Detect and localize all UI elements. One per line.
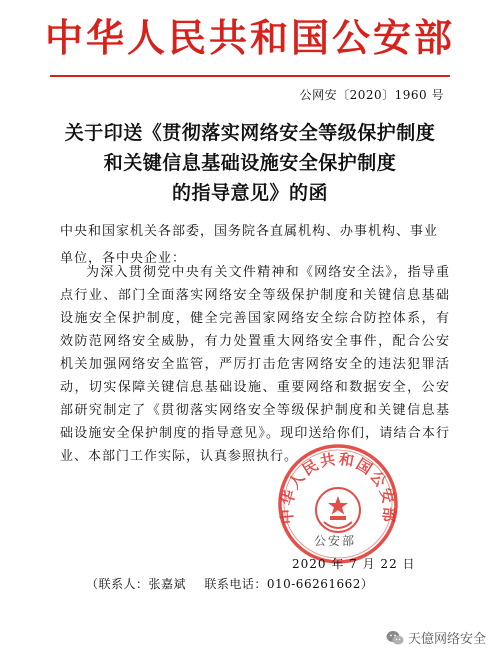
contact-info [86, 575, 373, 593]
contact-phone: 联系电话：010-66261662） [204, 577, 374, 591]
contact-person: （联系人：张嘉斌 [86, 577, 187, 591]
watermark-text: 天億网络安全 [407, 632, 486, 647]
document-title [30, 118, 470, 208]
salutation: 中央和国家机关各部委，国务院各直属机构、办事机构、事业单位，各中央企业： [60, 224, 439, 266]
title-line-2: 和关键信息基础设施安全保护制度 [103, 152, 397, 174]
organization-header: 中华人民共和国公安部 [44, 15, 455, 60]
seal-text: 中华人民共和国公安部 [277, 449, 399, 525]
wechat-icon [386, 630, 404, 646]
signing-date: 2020 年 7 月 22 日 [292, 557, 416, 571]
body-paragraph: 为深入贯彻党中央有关文件精神和《网络安全法》，指导重点行业、部门全面落实网络安全等级保护制度和关键信息基础设施安全保护制度，健全完善国家网络安全综合防控体系，有效防范网络安全威胁，有力处置重大网络安全事件，配合公安机关加强网络安全监管，严厉打击危害网络安全的违法犯罪活动，切实保障关键信息基础设施、重要网络和数据安全，公安部研究制定了《贯彻落实网络安全等级保护制度和关键信息基础设施安全保护制度的指导意见》。现印送给你们，请结合本行业、本部门工作实际，认真参照执行。 [60, 265, 450, 464]
source-watermark [386, 628, 486, 647]
signer-name: 公安部 [314, 534, 357, 548]
document-number: 公网安〔2020〕1960 号 [299, 88, 444, 102]
header-divider [50, 75, 450, 77]
title-line-1: 关于印送《贯彻落实网络安全等级保护制度 [64, 122, 436, 144]
title-line-3: 的指导意见》的函 [171, 182, 328, 204]
national-emblem-icon [316, 488, 360, 532]
